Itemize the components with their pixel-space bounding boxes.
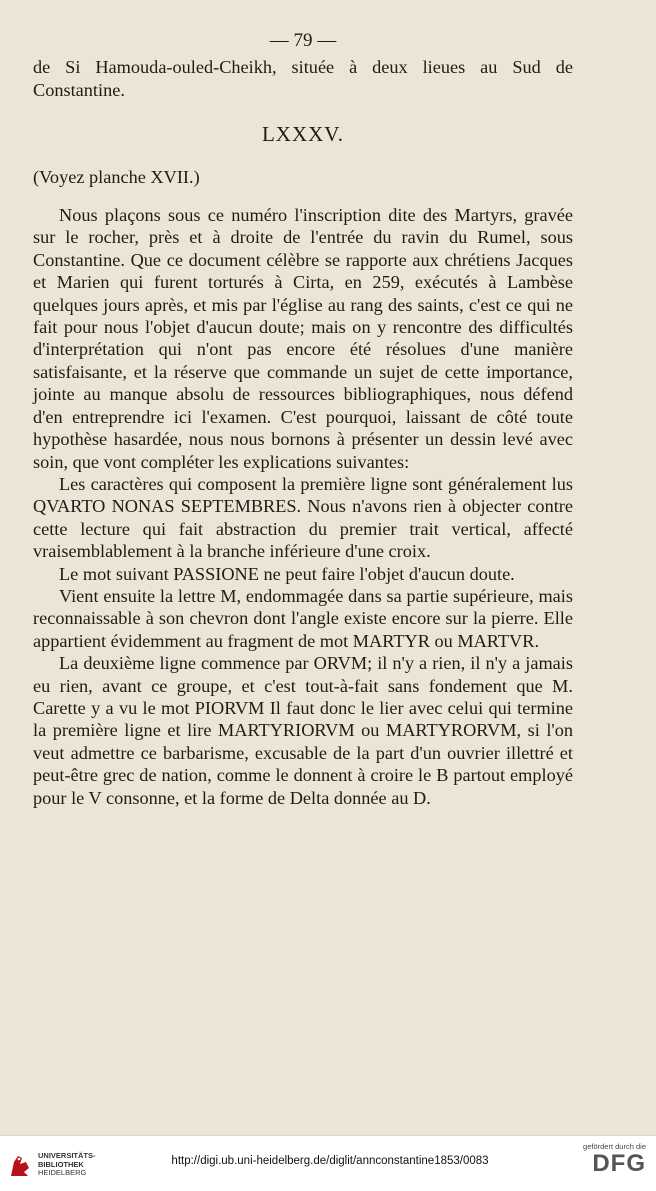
plate-reference: (Voyez planche XVII.)	[33, 166, 200, 187]
logo-line-3: HEIDELBERG	[38, 1168, 87, 1178]
paragraph-1: Nous plaçons sous ce numéro l'inscription dite des Martyrs, gravée sur le rocher, près et à droite de l'entrée du ravin du Rumel, sous Constantine. Que ce document célèbre se rapporte aux chrétiens Jacques et Marien qui furent torturés à Cirta, en 259, exécutés à Lambèse quelques jours après, et mis par l'église au rang des saints, c'est ce qui ne fait pour nous l'objet d'aucun doute; mais on y rencontre des difficultés d'interprétation qui n'ont pas encore été résolues d'une manière satisfaisante, et la réserve que commande un sujet de cette importance, jointe au manque absolu de ressources bibliographiques, nous défend d'en entreprendre ici l'examen. C'est pourquoi, laissant de côté toute hypothèse hasardée, nous nous bornons à présenter un dessin levé avec soin, que vont compléter les explications suivantes:	[33, 205, 573, 472]
continuation-paragraph: de Si Hamouda-ouled-Cheikh, située à deux lieues au Sud de Constantine.	[33, 57, 573, 100]
paragraph-4: Vient ensuite la lettre M, endommagée dans sa partie supérieure, mais reconnaissable à son chevron dont l'angle existe encore sur la pierre. Elle appartient évidemment au fragment de mot MARTYR ou MARTVR.	[33, 585, 573, 651]
page-text	[33, 30, 573, 809]
section-number: LXXXV.	[261, 122, 345, 147]
paragraph-5: La deuxième ligne commence par ORVM; il n'y a rien, il n'y a jamais eu rien, avant ce groupe, et c'est tout-à-fait sans fondement que M. Carette y a vu le mot PIORVM Il faut donc le lier avec celui qui termine la première ligne et lire MARTYRIORVM ou MARTYRORVM, si l'on veut admettre ce barbarisme, excusable de la part d'un ouvrier illettré et peut-être grec de nation, comme le donnent à croire le B partout employé pour le V consonne, et la forme de Delta donnée au D.	[33, 653, 573, 808]
heidelberg-lion-icon	[8, 1152, 32, 1178]
dfg-logo[interactable]	[566, 1142, 646, 1177]
dfg-wordmark: DFG	[592, 1150, 646, 1177]
university-library-logo[interactable]	[8, 1150, 118, 1180]
logo-line-1: UNIVERSITÄTS-	[38, 1151, 96, 1161]
logo-line-2: BIBLIOTHEK	[38, 1159, 84, 1169]
viewer-footer	[0, 1135, 656, 1191]
paragraph-2: Les caractères qui composent la première ligne sont généralement lus QVARTO NONAS SEPTEMBRES. Nous n'avons rien à objecter contre cette lecture qui fait abstraction du premier trait vertical, affecté vraisemblablement à la branche inférieure d'une croix.	[33, 473, 573, 562]
paragraph-3: Le mot suivant PASSIONE ne peut faire l'objet d'aucun doute.	[59, 563, 515, 584]
permalink-url[interactable]: http://digi.ub.uni-heidelberg.de/diglit/annconstantine1853/0083	[171, 1155, 489, 1167]
page-number: — 79 —	[269, 30, 337, 51]
funded-by-label: gefördert durch die	[583, 1142, 646, 1151]
